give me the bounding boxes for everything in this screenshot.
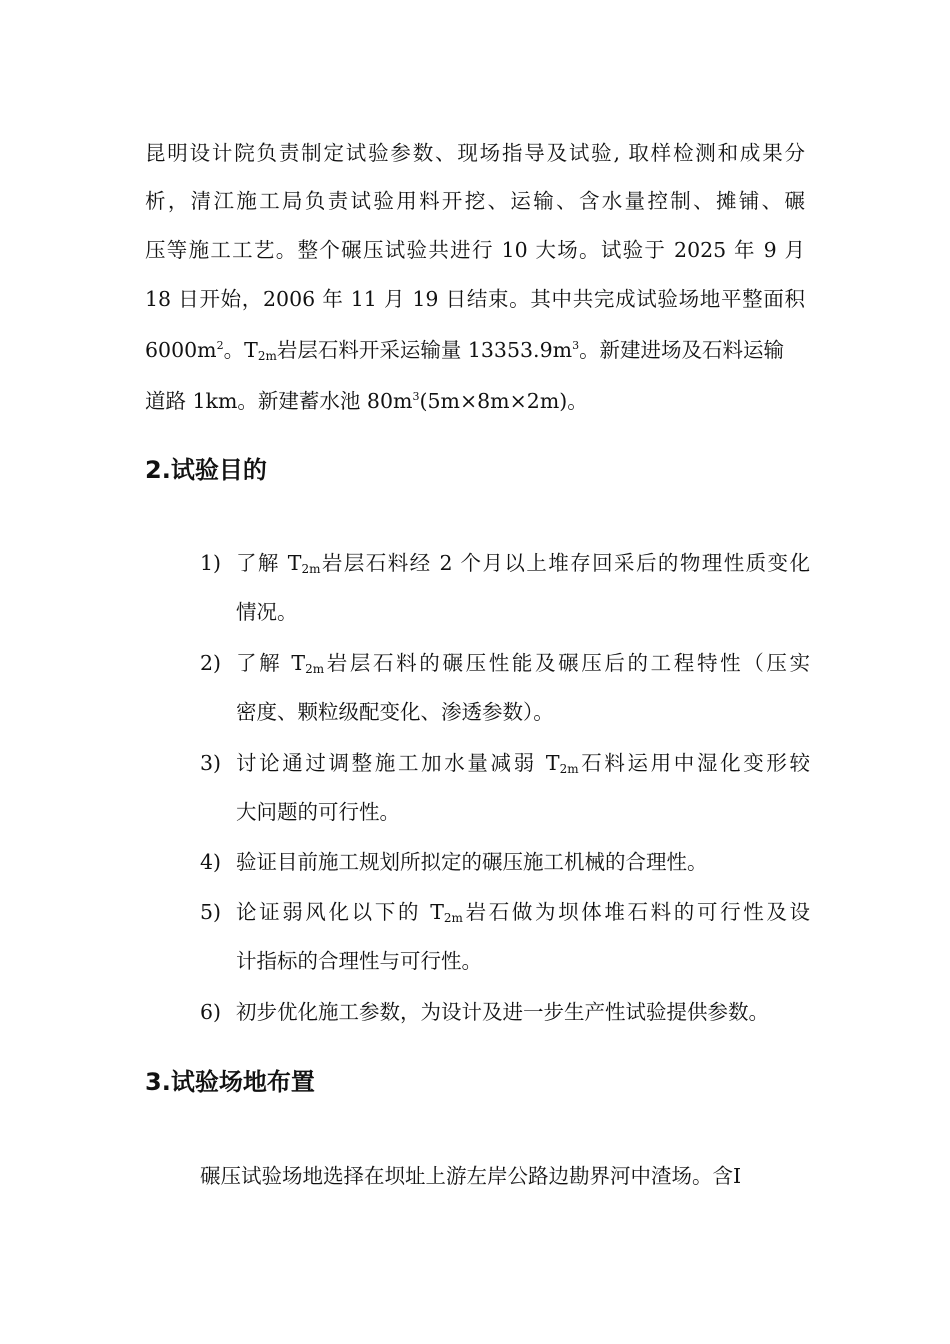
section-3-paragraph: 碾压试验场地选择在坝址上游左岸公路边勘界河中渣场。含Ⅰ <box>200 1164 742 1188</box>
item-number: 5) <box>200 900 222 924</box>
item-number: 1) <box>200 551 222 575</box>
item-text: 了解 $T_{2m}$岩层石料的碾压性能及碾压后的工程特性（压实 <box>236 651 810 676</box>
item-text: 验证目前施工规划所拟定的碾压施工机械的合理性。 <box>236 850 708 874</box>
section-2-heading: 2.试验目的 <box>145 456 267 484</box>
intro-line-6: 道路 1km。新建蓄水池 $80m^3(5m\times 8m\times 2m)$。 <box>145 389 588 413</box>
item-continuation: 情况。 <box>236 600 298 624</box>
item-text: 了解 $T_{2m}$岩层石料经 2 个月以上堆存回采后的物理性质变化 <box>236 551 810 576</box>
item-number: 2) <box>200 651 222 675</box>
item-continuation: 大问题的可行性。 <box>236 800 400 824</box>
section-3-heading: 3.试验场地布置 <box>145 1068 315 1096</box>
intro-line-1: 昆明设计院负责制定试验参数、现场指导及试验, 取样检测和成果分 <box>145 141 805 165</box>
item-continuation: 密度、颗粒级配变化、渗透参数）。 <box>236 700 554 724</box>
intro-line-5: $6000m^2$。$T_{2m}$岩层石料开采运输量 $13353.9m^3$。新建进场及石料运输 <box>145 338 785 363</box>
item-text: 论证弱风化以下的 $T_{2m}$岩石做为坝体堆石料的可行性及设 <box>236 900 810 925</box>
intro-line-2: 析，清江施工局负责试验用料开挖、运输、含水量控制、摊铺、碾 <box>145 189 805 213</box>
intro-line-3: 压等施工工艺。整个碾压试验共进行 10 大场。试验于 2025 年 9 月 <box>145 238 805 262</box>
item-continuation: 计指标的合理性与可行性。 <box>236 949 482 973</box>
item-number: 4) <box>200 850 222 874</box>
intro-line-4: 18 日开始，2006 年 11 月 19 日结束。其中共完成试验场地平整面积 <box>145 287 805 311</box>
item-number: 6) <box>200 1000 222 1024</box>
item-text: 初步优化施工参数，为设计及进一步生产性试验提供参数。 <box>236 1000 769 1024</box>
item-number: 3) <box>200 751 222 775</box>
item-text: 讨论通过调整施工加水量减弱 $T_{2m}$石料运用中湿化变形较 <box>236 751 810 776</box>
